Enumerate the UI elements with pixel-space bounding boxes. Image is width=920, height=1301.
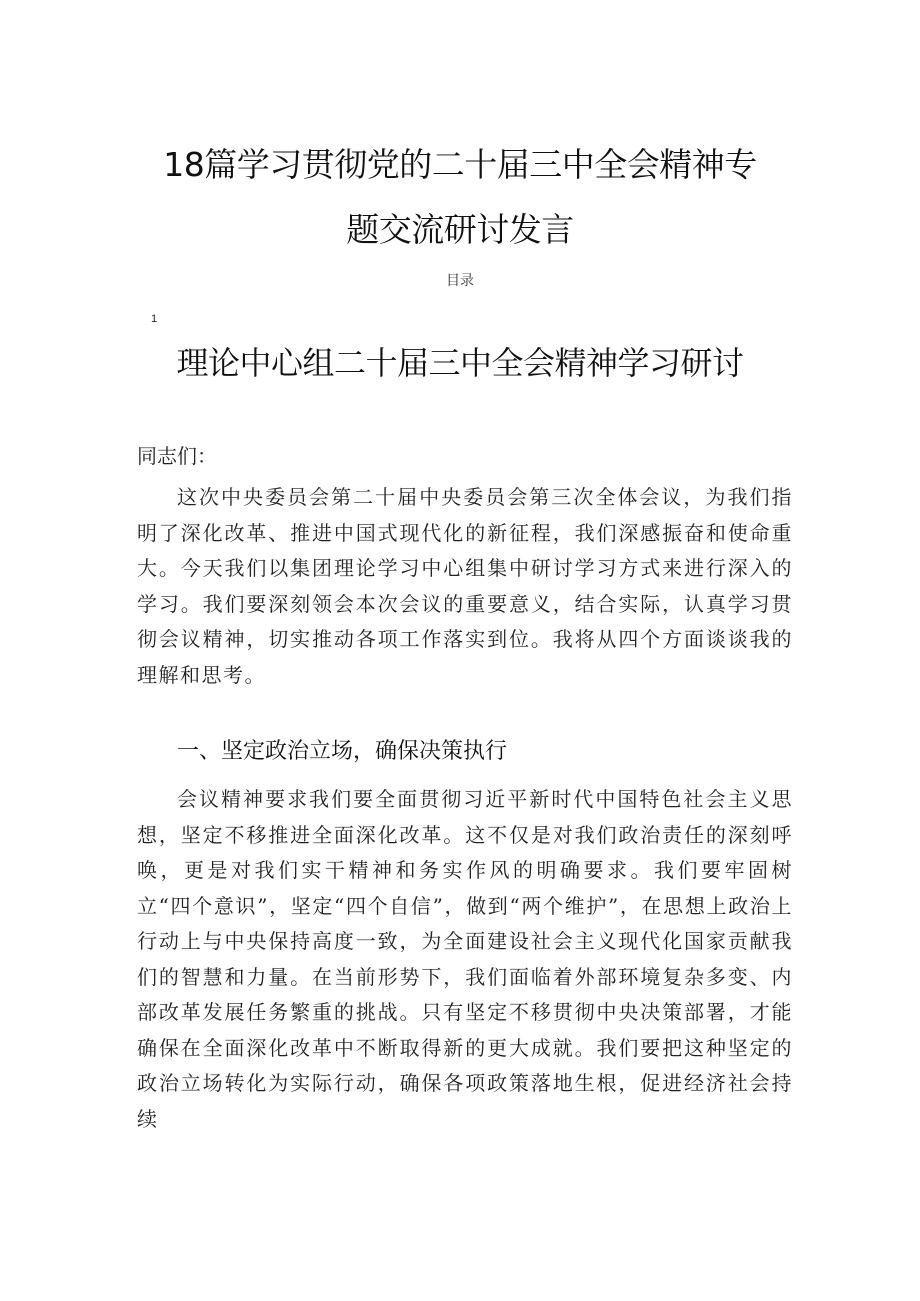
toc-label: 目录 (446, 273, 474, 289)
heading-section-1: 一、坚定政治立场，确保决策执行 (177, 739, 508, 764)
paragraph-intro: 这次中央委员会第二十届中央委员会第三次全体会议，为我们指明了深化改革、推进中国式现代化的新征程，我们深感振奋和使命重大。今天我们以集团理论学习中心组集中研讨学习方式来进行深入的学习。我们要深刻领会本次会议的重要意义，结合实际，认真学习贯彻会议精神，切实推动各项工作落实到位。我将从四个方面谈谈我的理解和思考。 (137, 485, 793, 687)
paragraph-section-1: 会议精神要求我们要全面贯彻习近平新时代中国特色社会主义思想，坚定不移推进全面深化改革。这不仅是对我们政治责任的深刻呼唤，更是对我们实干精神和务实作风的明确要求。我们要牢固树立“四个意识”，坚定“四个自信”，做到“两个维护”，在思想上政治上行动上与中央保持高度一致，为全面建设社会主义现代化国家贡献我们的智慧和力量。在当前形势下，我们面临着外部环境复杂多变、内部改革发展任务繁重的挑战。只有坚定不移贯彻中央决策部署，才能确保在全面深化改革中不断取得新的更大成就。我们要把这种坚定的政治立场转化为实际行动，确保各项政策落地生根，促进经济社会持续 (137, 787, 793, 1131)
document-title-line-2: 题交流研讨发言 (346, 210, 574, 249)
section-title: 理论中心组二十届三中全会精神学习研讨 (176, 344, 744, 382)
greeting: 同志们： (137, 444, 217, 468)
toc-number: 1 (151, 313, 158, 325)
document-title-line-1: 18篇学习贯彻党的二十届三中全会精神专 (163, 145, 757, 184)
